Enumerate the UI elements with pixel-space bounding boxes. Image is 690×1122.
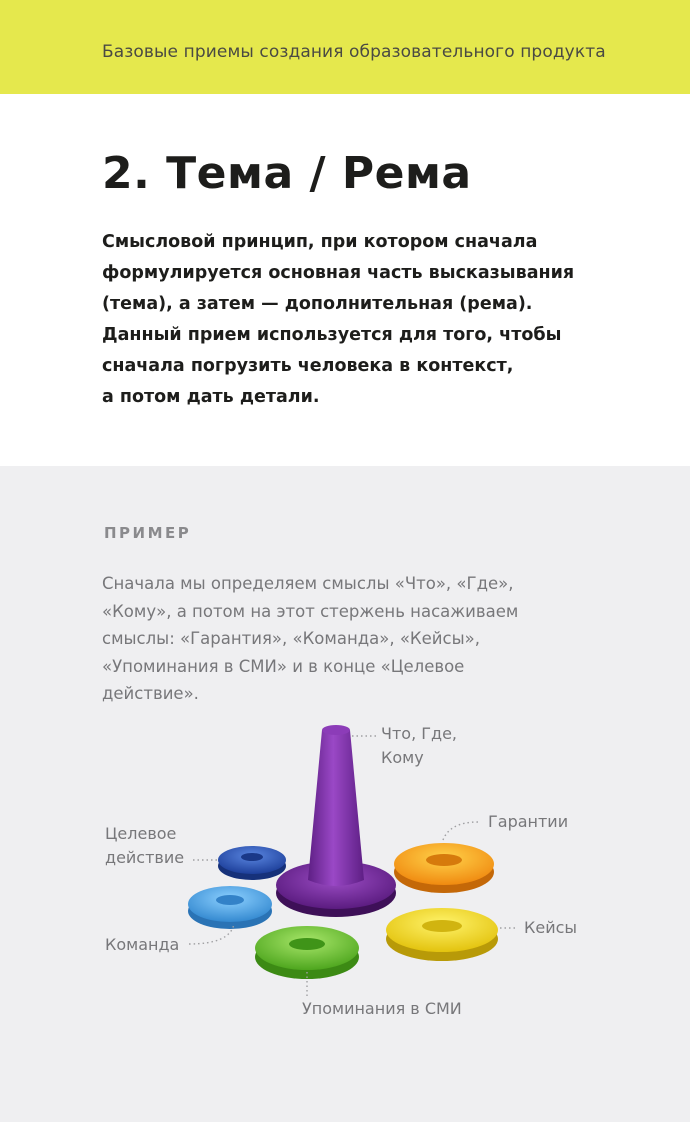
label-target-line1: Целевое bbox=[105, 824, 177, 843]
label-guarantees: Гарантии bbox=[488, 812, 569, 831]
intro-line: а потом дать детали. bbox=[102, 387, 320, 407]
label-core-line2: Кому bbox=[381, 748, 424, 767]
intro-line: сначала погрузить человека в контекст, bbox=[102, 356, 514, 376]
intro-paragraph bbox=[102, 227, 622, 413]
header-bar bbox=[0, 0, 690, 94]
label-media: Упоминания в СМИ bbox=[302, 999, 462, 1018]
example-text bbox=[102, 570, 602, 708]
example-line: смыслы: «Гарантия», «Команда», «Кейсы», bbox=[102, 629, 480, 648]
ring-orange bbox=[394, 843, 494, 893]
label-target-line2: действие bbox=[105, 848, 185, 867]
leader-guarantees bbox=[443, 822, 478, 840]
header-title: Базовые приемы создания образовательного продукта bbox=[102, 42, 606, 62]
example-line: действие». bbox=[102, 684, 199, 703]
example-line: «Упоминания в СМИ» и в конце «Целевое bbox=[102, 656, 465, 676]
purple-stick-core bbox=[276, 725, 396, 917]
label-team: Команда bbox=[105, 935, 180, 954]
example-line: Сначала мы определяем смыслы «Что», «Где», bbox=[102, 574, 514, 593]
intro-line: формулируется основная часть высказывания bbox=[102, 263, 575, 283]
ring-light-blue bbox=[188, 886, 272, 929]
ring-dark-blue bbox=[218, 846, 286, 880]
intro-line: Данный прием используется для того, чтобы bbox=[102, 325, 562, 345]
example-line: «Кому», а потом на этот стержень насаживаем bbox=[102, 601, 519, 621]
label-cases: Кейсы bbox=[524, 918, 578, 937]
intro-line: Смысловой принцип, при котором сначала bbox=[102, 232, 538, 252]
ring-yellow bbox=[386, 908, 498, 961]
example-label: ПРИМЕР bbox=[104, 524, 192, 542]
label-core-line1: Что, Где, bbox=[381, 724, 457, 743]
pyramid-toy-illustration bbox=[0, 700, 690, 1030]
label-target-action bbox=[105, 822, 184, 870]
intro-line: (тема), а затем — дополнительная (рема). bbox=[102, 294, 533, 314]
label-core bbox=[381, 722, 457, 770]
section-title: 2. Тема / Рема bbox=[102, 148, 472, 199]
ring-green bbox=[255, 926, 359, 979]
